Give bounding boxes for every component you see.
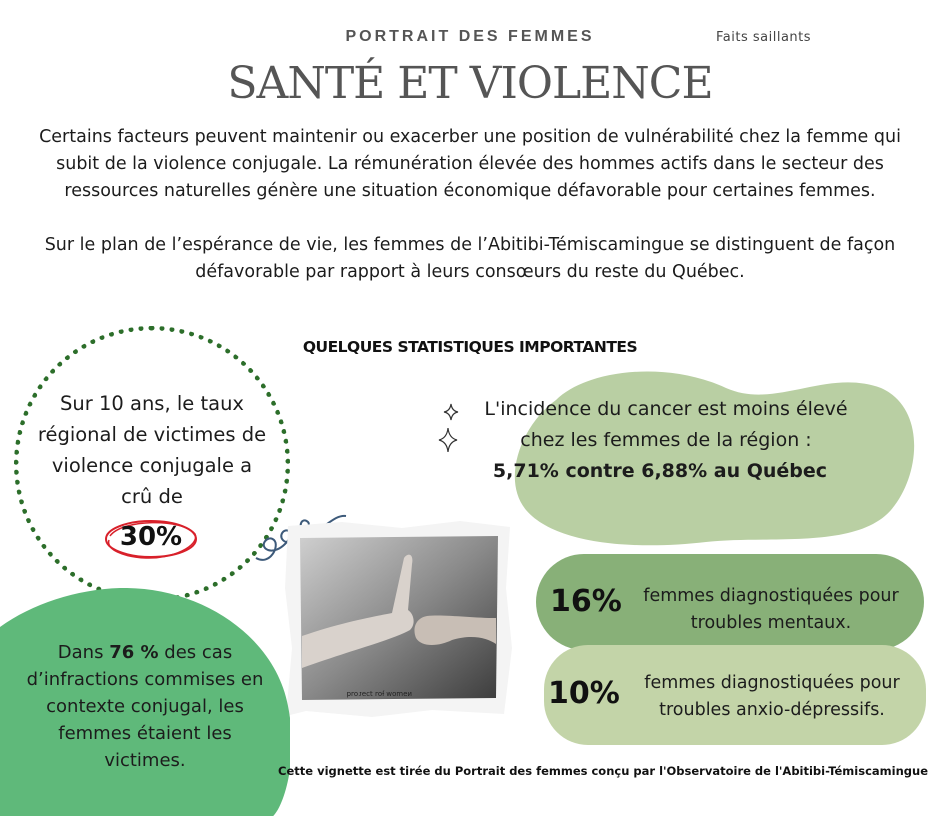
violence-stat-text: Sur 10 ans, le taux régional de victimes de violence conjugale a crû de: [37, 392, 267, 508]
intro-paragraph-1: Certains facteurs peuvent maintenir ou exacerber une position de vulnérabilité chez la femme qui subit de la violence conjugale. La rémunération élevée des hommes actifs dans le secteur des ressources naturelles génère une situation économique défavorable pour certaines femmes.: [39, 127, 901, 201]
cancer-stat-highlight: 5,71% contre 6,88% au Québec: [492, 460, 828, 482]
stats-heading: QUELQUES STATISTIQUES IMPORTANTES: [302, 338, 638, 356]
anxiety-value: 10%: [548, 676, 620, 711]
intro-section: [28, 124, 912, 313]
violence-stat-value-group: [102, 516, 200, 562]
photo-caption-mirrored: ᴎǝɯoʍ ɟoɹ ʇɔǝɾoɹd: [346, 690, 412, 698]
document-kicker: PORTRAIT DES FEMMES: [345, 28, 595, 45]
violence-stat-value: 30%: [119, 522, 183, 552]
infractions-stat: [26, 639, 264, 774]
infractions-value: 76 %: [109, 642, 159, 663]
anxiety-text: femmes diagnostiquées pour troubles anxio-dépressifs.: [644, 673, 900, 720]
cancer-stat-text: L'incidence du cancer est moins élevé chez les femmes de la région :: [484, 398, 848, 451]
infractions-prefix: Dans: [57, 642, 104, 663]
document-tag: Faits saillants: [716, 30, 812, 45]
cancer-stat: [440, 394, 880, 487]
hand-fist-photo: [282, 518, 514, 720]
page-title: SANTÉ ET VIOLENCE: [227, 58, 713, 109]
intro-paragraph-2: Sur le plan de l’espérance de vie, les femmes de l’Abitibi-Témiscamingue se distinguent de façon défavorable par rapport à leurs consœurs du reste du Québec.: [44, 235, 896, 282]
infractions-suffix: des cas d’infractions commises en contexte conjugal, les femmes étaient les victimes.: [26, 642, 264, 771]
mental-health-text: femmes diagnostiquées pour troubles mentaux.: [643, 586, 899, 633]
mental-health-value: 16%: [550, 584, 622, 619]
footer-credit: Cette vignette est tirée du Portrait des femmes conçu par l'Observatoire de l'Abitibi-Témiscamingue: [278, 764, 928, 778]
